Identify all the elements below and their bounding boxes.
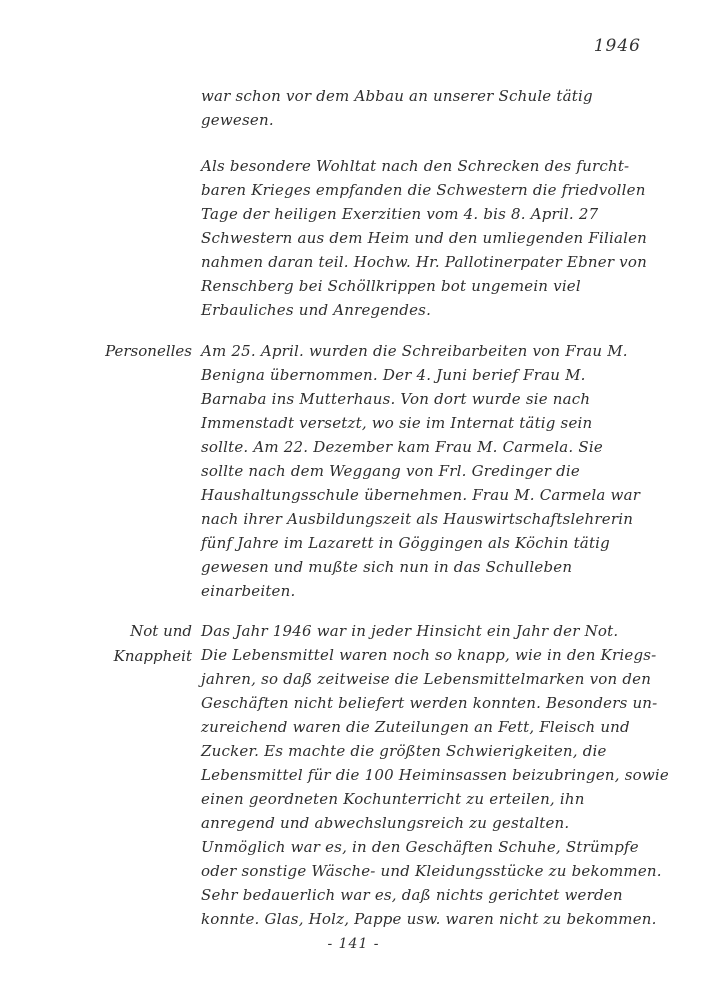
- margin-label: [0, 619, 192, 669]
- margin-label-line: Knappheit: [113, 647, 192, 665]
- page-number: - 141 -: [327, 936, 380, 952]
- text-line: war schon vor dem Abbau an unserer Schule tätig: [201, 87, 593, 105]
- text-line: Lebensmittel für die 100 Heiminsassen beizubringen, sowie: [201, 766, 669, 784]
- year-heading: 1946: [593, 36, 641, 56]
- text-line: Schwestern aus dem Heim und den umliegenden Filialen: [201, 229, 648, 247]
- text-line: jahren, so daß zeitweise die Lebensmittelmarken von den: [201, 670, 652, 688]
- text-line: nahmen daran teil. Hochw. Hr. Pallotinerpater Ebner von: [201, 253, 647, 271]
- text-line: nach ihrer Ausbildungszeit als Hauswirtschaftslehrerin: [201, 510, 634, 528]
- text-line: Tage der heiligen Exerzitien vom 4. bis 8. April. 27: [201, 205, 599, 223]
- text-line: Unmöglich war es, in den Geschäften Schuhe, Strümpfe: [201, 838, 639, 856]
- text-line: sollte. Am 22. Dezember kam Frau M. Carmela. Sie: [201, 438, 603, 456]
- page-body: [0, 84, 707, 931]
- text-line: baren Krieges empfanden die Schwestern die friedvollen: [201, 181, 646, 199]
- text-line: gewesen.: [201, 111, 274, 129]
- section: [0, 84, 707, 132]
- text-line: anregend und abwechslungsreich zu gestalten.: [201, 814, 570, 832]
- text-line: Erbauliches und Anregendes.: [201, 301, 432, 319]
- text-line: oder sonstige Wäsche- und Kleidungsstücke zu bekommen.: [201, 862, 662, 880]
- margin-label: [0, 339, 192, 364]
- text-line: zureichend waren die Zuteilungen an Fett, Fleisch und: [201, 718, 630, 736]
- text-line: Als besondere Wohltat nach den Schrecken des furcht-: [201, 157, 630, 175]
- text-line: Haushaltungsschule übernehmen. Frau M. Carmela war: [201, 486, 641, 504]
- text-line: sollte nach dem Weggang von Frl. Gredinger die: [201, 462, 580, 480]
- text-line: Die Lebensmittel waren noch so knapp, wie in den Kriegs-: [201, 646, 657, 664]
- text-line: Benigna übernommen. Der 4. Juni berief Frau M.: [201, 366, 586, 384]
- text-line: Sehr bedauerlich war es, daß nichts gerichtet werden: [201, 886, 623, 904]
- paragraph: [192, 154, 648, 322]
- text-line: Am 25. April. wurden die Schreibarbeiten von Frau M.: [201, 342, 628, 360]
- text-line: Barnaba ins Mutterhaus. Von dort wurde sie nach: [201, 390, 591, 408]
- text-line: einarbeiten.: [201, 582, 296, 600]
- text-line: Zucker. Es machte die größten Schwierigkeiten, die: [201, 742, 607, 760]
- paragraph: [192, 339, 641, 603]
- text-line: Renschberg bei Schöllkrippen bot ungemein viel: [201, 277, 581, 295]
- text-line: Das Jahr 1946 war in jeder Hinsicht ein Jahr der Not.: [201, 622, 619, 640]
- section: [0, 339, 707, 603]
- margin-label-line: Personelles: [105, 342, 192, 360]
- section: [0, 619, 707, 931]
- text-line: fünf Jahre im Lazarett in Göggingen als Köchin tätig: [201, 534, 610, 552]
- paragraph: [192, 84, 641, 132]
- margin-label-line: Not und: [130, 622, 192, 640]
- text-line: Immenstadt versetzt, wo sie im Internat tätig sein: [201, 414, 593, 432]
- text-line: Geschäften nicht beliefert werden konnten. Besonders un-: [201, 694, 658, 712]
- section: [0, 154, 707, 322]
- paragraph: [192, 619, 669, 931]
- text-line: einen geordneten Kochunterricht zu erteilen, ihn: [201, 790, 585, 808]
- text-line: gewesen und mußte sich nun in das Schulleben: [201, 558, 573, 576]
- text-line: konnte. Glas, Holz, Pappe usw. waren nicht zu bekommen.: [201, 910, 657, 928]
